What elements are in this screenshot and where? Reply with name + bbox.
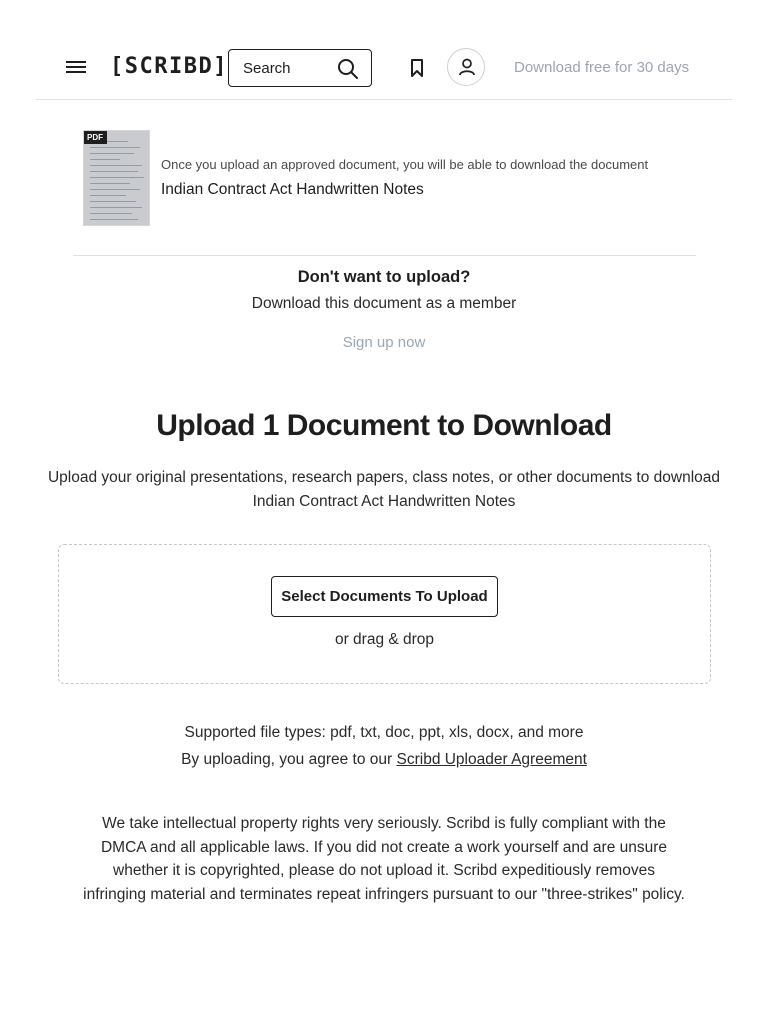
drag-drop-text: or drag & drop (334, 631, 435, 648)
upload-description-line-2: Indian Contract Act Handwritten Notes (252, 493, 516, 510)
agreement-prefix: By uploading, you agree to our (181, 751, 397, 768)
sign-up-link[interactable]: Sign up now (342, 334, 426, 351)
uploader-agreement-link[interactable]: Scribd Uploader Agreement (396, 751, 587, 768)
upload-note: Once you upload an approved document, you will be able to download the document (161, 157, 649, 172)
ip-rights-notice: We take intellectual property rights very seriously. Scribd is fully compliant with the DMCA and all applicable laws. If you did not create a work yourself and are unsure whether it is copyrighted, please do not upload it. Scribd expeditiously removes infringing material and terminates repeat infringers pursuant to our "three-strikes" policy. (83, 815, 685, 903)
supported-file-types: Supported file types: pdf, txt, doc, ppt, xls, docx, and more (184, 724, 584, 741)
search-input[interactable] (230, 51, 330, 85)
profile-button[interactable] (447, 48, 485, 86)
scribd-logo[interactable]: [SCRIBD] (110, 54, 228, 79)
user-icon (457, 57, 477, 77)
signup-row (0, 334, 768, 351)
upload-description-line-1: Upload your original presentations, research papers, class notes, or other documents to download (47, 469, 721, 486)
dont-want-upload-heading: Don't want to upload? (297, 268, 471, 286)
uploader-agreement-text (0, 751, 768, 769)
upload-dropzone[interactable] (58, 544, 711, 684)
hamburger-menu-icon[interactable] (66, 58, 88, 76)
document-title[interactable]: Indian Contract Act Handwritten Notes (161, 181, 424, 198)
upload-description (0, 466, 768, 514)
section-divider (73, 255, 696, 256)
document-card (82, 128, 702, 228)
search-box[interactable] (228, 49, 372, 87)
pdf-badge: PDF (83, 131, 107, 144)
top-header (36, 34, 732, 100)
member-download-text: Download this document as a member (251, 295, 517, 312)
search-icon[interactable] (337, 58, 359, 80)
download-free-link[interactable]: Download free for 30 days (514, 59, 690, 76)
upload-title: Upload 1 Document to Download (156, 409, 612, 442)
document-thumbnail[interactable] (83, 130, 150, 226)
select-documents-button[interactable]: Select Documents To Upload (271, 576, 498, 617)
bookmark-icon[interactable] (408, 58, 426, 78)
